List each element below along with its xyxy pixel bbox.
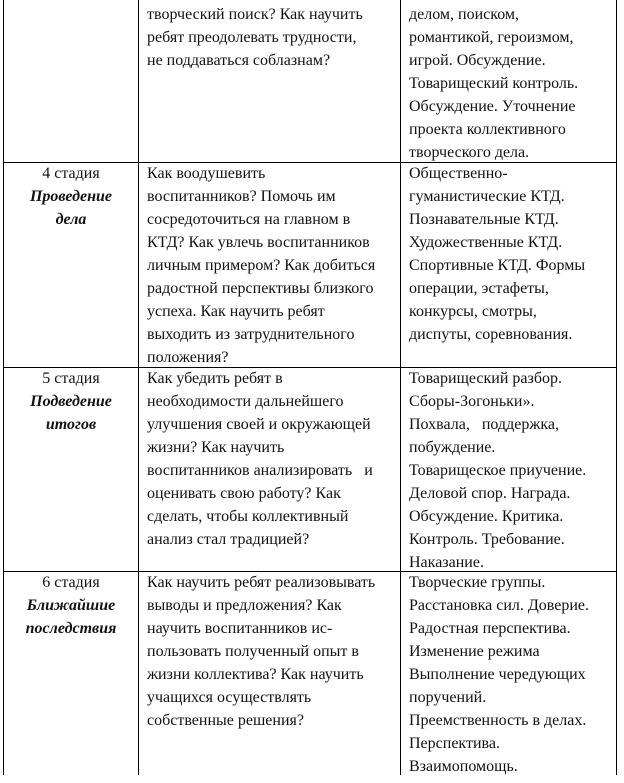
text-line: сосредоточиться на главном в (147, 211, 351, 228)
text-line: Товарищеское приучение. (409, 462, 587, 479)
text-line: радостной перспективы близкого (147, 280, 374, 297)
text-line: научить воспитанников ис- (147, 620, 333, 637)
stage-number: 5 стадия (42, 370, 100, 387)
text-line: необходимости дальнейшего (147, 393, 344, 410)
text-line: КТД? Как увлечь воспитанников (147, 234, 370, 251)
text-line: конкурсы, смотры, (409, 303, 537, 320)
stage-name: Подведение (30, 393, 112, 410)
text-line: Наказание. (409, 554, 484, 571)
text-line: Познавательные КТД. (409, 211, 559, 228)
text-line: анализ стал традицией? (147, 531, 310, 548)
text-line: творческого дела. (409, 144, 530, 161)
forms-cell (409, 571, 617, 778)
text-line: выводы и предложения? Как (147, 597, 342, 614)
text-line: диспуты, соревнования. (409, 326, 573, 343)
text-line: учащихся осуществлять (147, 689, 312, 706)
stage-cell (4, 162, 138, 231)
text-line: поручений. (409, 689, 487, 706)
text-line: оценивать свою работу? Как (147, 485, 341, 502)
text-line: пользовать полученный опыт в (147, 643, 359, 660)
text-line: улучшения своей и окружающей (147, 416, 371, 433)
text-line: Как убедить ребят в (147, 370, 283, 387)
text-line: Преемственность в делах. (409, 712, 587, 729)
text-line: Художественные КТД. (409, 234, 563, 251)
questions-cell (147, 162, 399, 369)
text-line: Обсуждение. Уточнение (409, 98, 576, 115)
column-divider-1 (138, 0, 139, 775)
text-line: Перспектива. (409, 735, 500, 752)
stage-name: Проведение (29, 188, 113, 205)
text-line: Как научить ребят реализовывать (147, 574, 376, 591)
text-line: романтикой, героизмом, (409, 29, 574, 46)
text-line: воспитанников анализировать и (147, 462, 373, 479)
text-line: Общественно- (409, 165, 508, 182)
text-line: собственные решения? (147, 712, 304, 729)
text-line: Сборы-Зогоньки». (409, 393, 535, 410)
stage-cell (4, 571, 138, 640)
text-line: не поддаваться соблазнам? (147, 52, 331, 69)
text-line: игрой. Обсуждение. (409, 52, 546, 69)
text-line: Радостная перспектива. (409, 620, 571, 637)
text-line: Деловой спор. Награда. (409, 485, 571, 502)
stage-name: последствия (25, 620, 117, 637)
text-line: Спортивные КТД. Формы (409, 257, 586, 274)
text-line: операции, эстафеты, (409, 280, 549, 297)
text-line: жизни коллектива? Как научить (147, 666, 364, 683)
text-line: Выполнение чередующих (409, 666, 586, 683)
text-line: личным примером? Как добиться (147, 257, 376, 274)
text-line: ребят преодолевать трудности, (147, 29, 357, 46)
forms-cell (409, 162, 617, 346)
stage-name: итогов (45, 416, 97, 433)
text-line: Похвала, поддержка, (409, 416, 559, 433)
text-line: воспитанников? Помочь им (147, 188, 336, 205)
forms-cell (409, 3, 617, 164)
stage-name: дела (55, 211, 87, 228)
questions-cell (147, 3, 399, 72)
text-line: творческий поиск? Как научить (147, 6, 363, 23)
questions-cell (147, 367, 399, 551)
text-line: делом, поиском, (409, 6, 520, 23)
text-line: выходить из затруднительного (147, 326, 355, 343)
column-divider-2 (400, 0, 401, 775)
stage-number: 4 стадия (42, 165, 100, 182)
stage-cell (4, 367, 138, 436)
text-line: Как воодушевить (147, 165, 266, 182)
text-line: Изменение режима (409, 643, 540, 660)
stage-number: 6 стадия (42, 574, 100, 591)
text-line: успеха. Как научить ребят (147, 303, 325, 320)
text-line: положения? (147, 349, 229, 366)
text-line: гуманистические КТД. (409, 188, 565, 205)
text-line: жизни? Как научить (147, 439, 285, 456)
text-line: Творческие группы. (409, 574, 546, 591)
text-line: Обсуждение. Критика. (409, 508, 564, 525)
text-line: Расстановка сил. Доверие. (409, 597, 590, 614)
text-line: Товарищеский разбор. (409, 370, 562, 387)
text-line: Товарищеский контроль. (409, 75, 579, 92)
text-line: Взаимопомощь. (409, 758, 518, 775)
text-line: побуждение. (409, 439, 496, 456)
text-line: Контроль. Требование. (409, 531, 565, 548)
text-line: проекта коллективного (409, 121, 566, 138)
stage-name: Ближайшие (26, 597, 116, 614)
questions-cell (147, 571, 399, 732)
text-line: сделать, чтобы коллективный (147, 508, 349, 525)
forms-cell (409, 367, 617, 574)
